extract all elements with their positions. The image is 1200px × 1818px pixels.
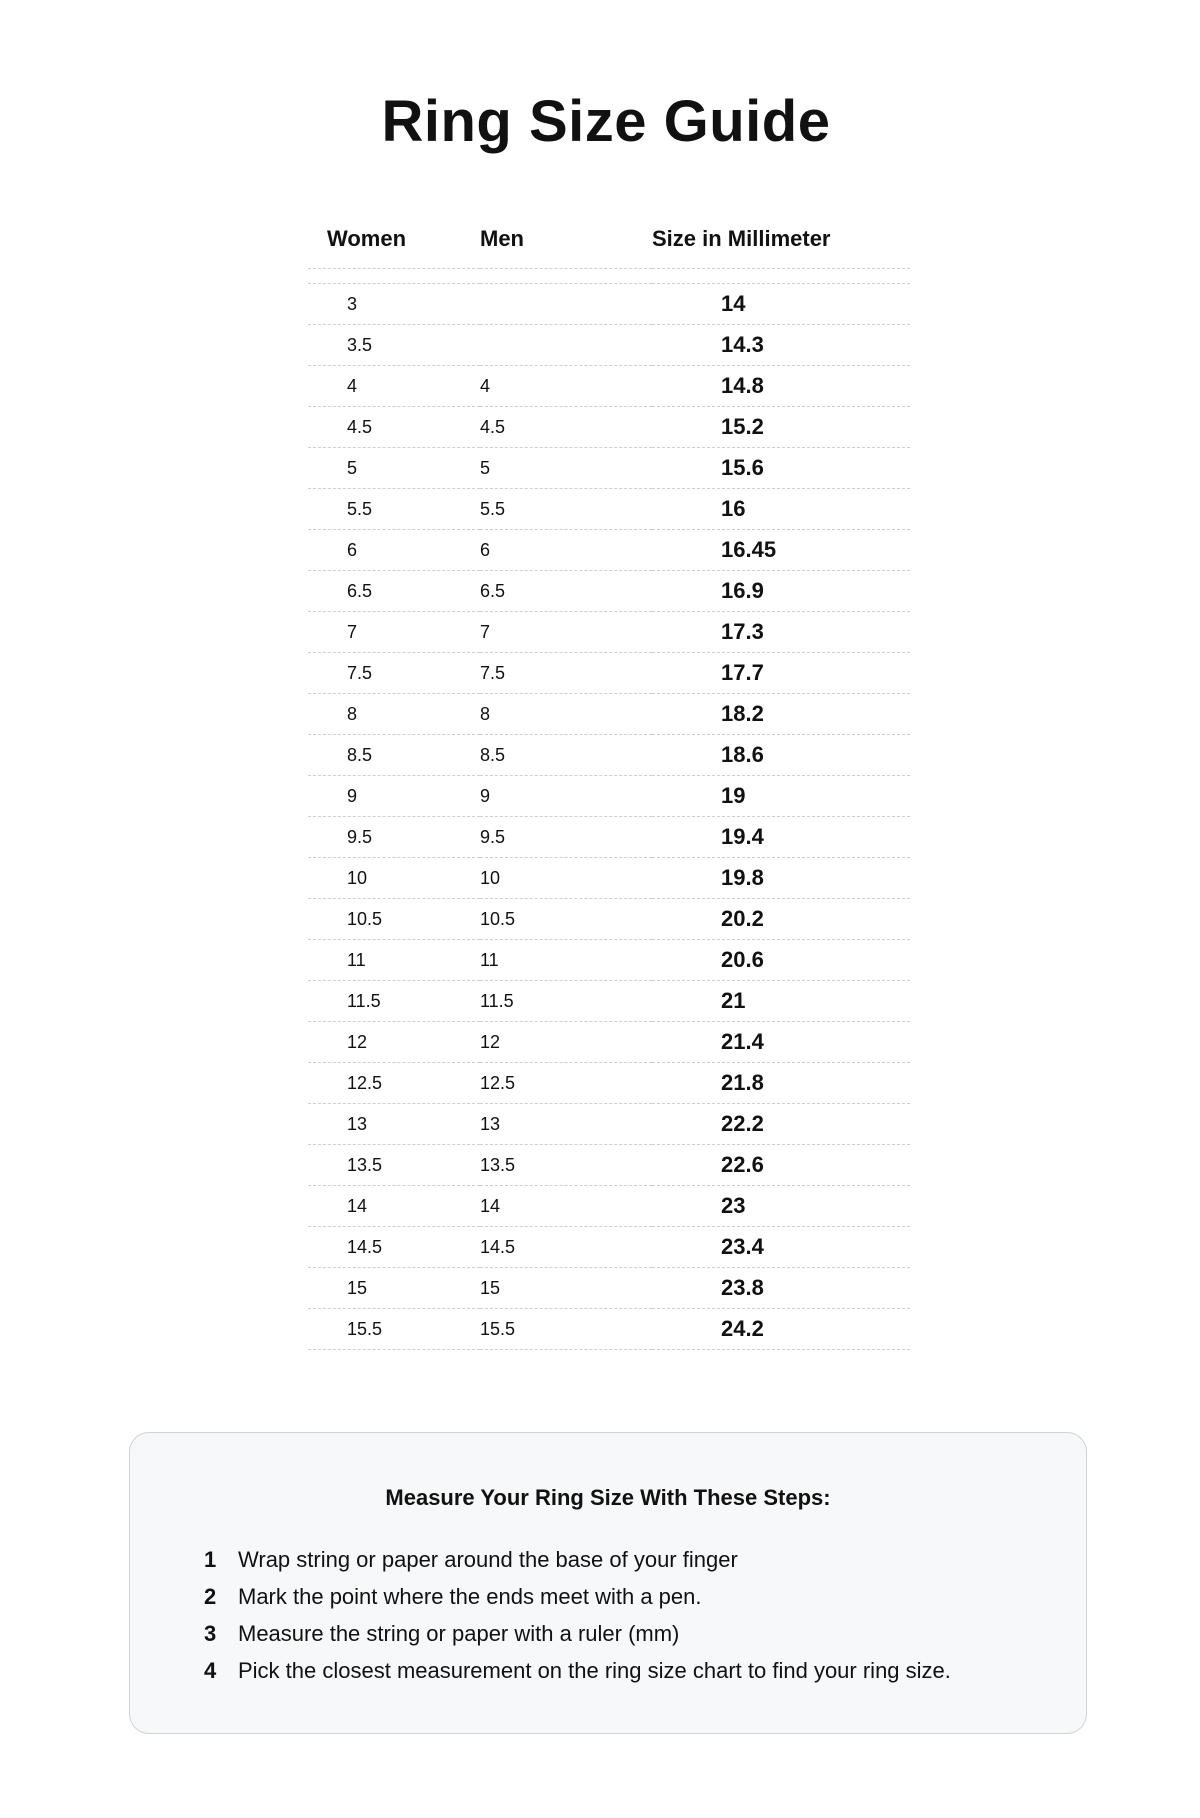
cell-women: 12.5 <box>308 1063 480 1104</box>
cell-women: 10.5 <box>308 899 480 940</box>
cell-women: 15 <box>308 1268 480 1309</box>
table-spacer-cell <box>308 269 910 284</box>
cell-size-mm: 14.8 <box>652 366 910 407</box>
cell-women: 13.5 <box>308 1145 480 1186</box>
cell-men: 7.5 <box>480 653 652 694</box>
step-item <box>204 1578 951 1615</box>
cell-women: 13 <box>308 1104 480 1145</box>
cell-men: 12 <box>480 1022 652 1063</box>
step-number: 3 <box>204 1620 217 1646</box>
cell-size-mm: 14 <box>652 284 910 325</box>
cell-men: 9.5 <box>480 817 652 858</box>
cell-size-mm: 22.2 <box>652 1104 910 1145</box>
step-number: 4 <box>204 1657 217 1683</box>
cell-size-mm: 21 <box>652 981 910 1022</box>
cell-men: 15 <box>480 1268 652 1309</box>
cell-women: 9 <box>308 776 480 817</box>
cell-men: 13 <box>480 1104 652 1145</box>
cell-size-mm: 21.8 <box>652 1063 910 1104</box>
cell-men: 11 <box>480 940 652 981</box>
table-row <box>308 1309 910 1350</box>
cell-women: 5 <box>308 448 480 489</box>
page-title: Ring Size Guide <box>381 89 831 154</box>
cell-size-mm: 24.2 <box>652 1309 910 1350</box>
table-row <box>308 1104 910 1145</box>
table-header-row <box>308 210 910 269</box>
cell-men: 14.5 <box>480 1227 652 1268</box>
cell-size-mm: 18.2 <box>652 694 910 735</box>
cell-men: 12.5 <box>480 1063 652 1104</box>
table-row <box>308 653 910 694</box>
step-item <box>204 1652 951 1689</box>
table-row <box>308 1022 910 1063</box>
cell-size-mm: 14.3 <box>652 325 910 366</box>
step-text: Pick the closest measurement on the ring size chart to find your ring size. <box>238 1657 951 1683</box>
cell-women: 6 <box>308 530 480 571</box>
cell-women: 4.5 <box>308 407 480 448</box>
cell-men: 10 <box>480 858 652 899</box>
header-women: Women <box>327 226 407 251</box>
steps-panel <box>129 1432 1087 1734</box>
cell-size-mm: 16 <box>652 489 910 530</box>
cell-men <box>480 325 652 366</box>
table-row <box>308 940 910 981</box>
table-row <box>308 366 910 407</box>
cell-men: 15.5 <box>480 1309 652 1350</box>
cell-size-mm: 23 <box>652 1186 910 1227</box>
cell-size-mm: 18.6 <box>652 735 910 776</box>
table-spacer <box>308 269 910 284</box>
cell-size-mm: 19.4 <box>652 817 910 858</box>
cell-men: 4.5 <box>480 407 652 448</box>
cell-men: 5 <box>480 448 652 489</box>
cell-size-mm: 21.4 <box>652 1022 910 1063</box>
table-row <box>308 325 910 366</box>
cell-size-mm: 19 <box>652 776 910 817</box>
header-men: Men <box>480 226 524 251</box>
table-row <box>308 1063 910 1104</box>
cell-women: 7.5 <box>308 653 480 694</box>
cell-men: 7 <box>480 612 652 653</box>
cell-women: 3 <box>308 284 480 325</box>
cell-men: 9 <box>480 776 652 817</box>
cell-size-mm: 23.8 <box>652 1268 910 1309</box>
step-text: Wrap string or paper around the base of your finger <box>238 1546 738 1572</box>
table-row <box>308 407 910 448</box>
table-row <box>308 899 910 940</box>
cell-women: 10 <box>308 858 480 899</box>
cell-women: 8.5 <box>308 735 480 776</box>
table-row <box>308 612 910 653</box>
cell-women: 6.5 <box>308 571 480 612</box>
cell-size-mm: 23.4 <box>652 1227 910 1268</box>
table-row <box>308 448 910 489</box>
steps-title: Measure Your Ring Size With These Steps: <box>385 1485 831 1510</box>
table-row <box>308 1227 910 1268</box>
cell-men: 6.5 <box>480 571 652 612</box>
table-row <box>308 735 910 776</box>
cell-men: 4 <box>480 366 652 407</box>
step-number: 2 <box>204 1583 217 1609</box>
cell-women: 15.5 <box>308 1309 480 1350</box>
cell-men: 6 <box>480 530 652 571</box>
table-row <box>308 1186 910 1227</box>
cell-men: 11.5 <box>480 981 652 1022</box>
cell-women: 11.5 <box>308 981 480 1022</box>
cell-men: 5.5 <box>480 489 652 530</box>
step-text: Measure the string or paper with a ruler (mm) <box>238 1620 680 1646</box>
header-size-mm: Size in Millimeter <box>652 226 831 251</box>
cell-size-mm: 16.45 <box>652 530 910 571</box>
cell-size-mm: 22.6 <box>652 1145 910 1186</box>
cell-size-mm: 20.2 <box>652 899 910 940</box>
ring-size-table <box>308 210 910 1350</box>
table-row <box>308 694 910 735</box>
table-row <box>308 284 910 325</box>
cell-size-mm: 15.2 <box>652 407 910 448</box>
cell-women: 14 <box>308 1186 480 1227</box>
cell-size-mm: 17.7 <box>652 653 910 694</box>
cell-size-mm: 19.8 <box>652 858 910 899</box>
cell-size-mm: 15.6 <box>652 448 910 489</box>
step-number: 1 <box>204 1546 217 1572</box>
table-row <box>308 530 910 571</box>
cell-women: 4 <box>308 366 480 407</box>
cell-women: 7 <box>308 612 480 653</box>
cell-women: 11 <box>308 940 480 981</box>
table-row <box>308 571 910 612</box>
cell-women: 5.5 <box>308 489 480 530</box>
table-row <box>308 776 910 817</box>
cell-size-mm: 20.6 <box>652 940 910 981</box>
cell-women: 8 <box>308 694 480 735</box>
table-row <box>308 1268 910 1309</box>
table-row <box>308 1145 910 1186</box>
table-row <box>308 858 910 899</box>
table-row <box>308 981 910 1022</box>
cell-women: 12 <box>308 1022 480 1063</box>
cell-men: 14 <box>480 1186 652 1227</box>
steps-list <box>204 1541 951 1689</box>
step-item <box>204 1541 951 1578</box>
cell-women: 9.5 <box>308 817 480 858</box>
table-row <box>308 817 910 858</box>
table-row <box>308 489 910 530</box>
step-text: Mark the point where the ends meet with a pen. <box>238 1583 702 1609</box>
cell-women: 14.5 <box>308 1227 480 1268</box>
cell-men: 8 <box>480 694 652 735</box>
table-body <box>308 269 910 1350</box>
cell-men: 10.5 <box>480 899 652 940</box>
cell-men: 8.5 <box>480 735 652 776</box>
cell-size-mm: 17.3 <box>652 612 910 653</box>
cell-size-mm: 16.9 <box>652 571 910 612</box>
step-item <box>204 1615 951 1652</box>
cell-men <box>480 284 652 325</box>
cell-men: 13.5 <box>480 1145 652 1186</box>
cell-women: 3.5 <box>308 325 480 366</box>
